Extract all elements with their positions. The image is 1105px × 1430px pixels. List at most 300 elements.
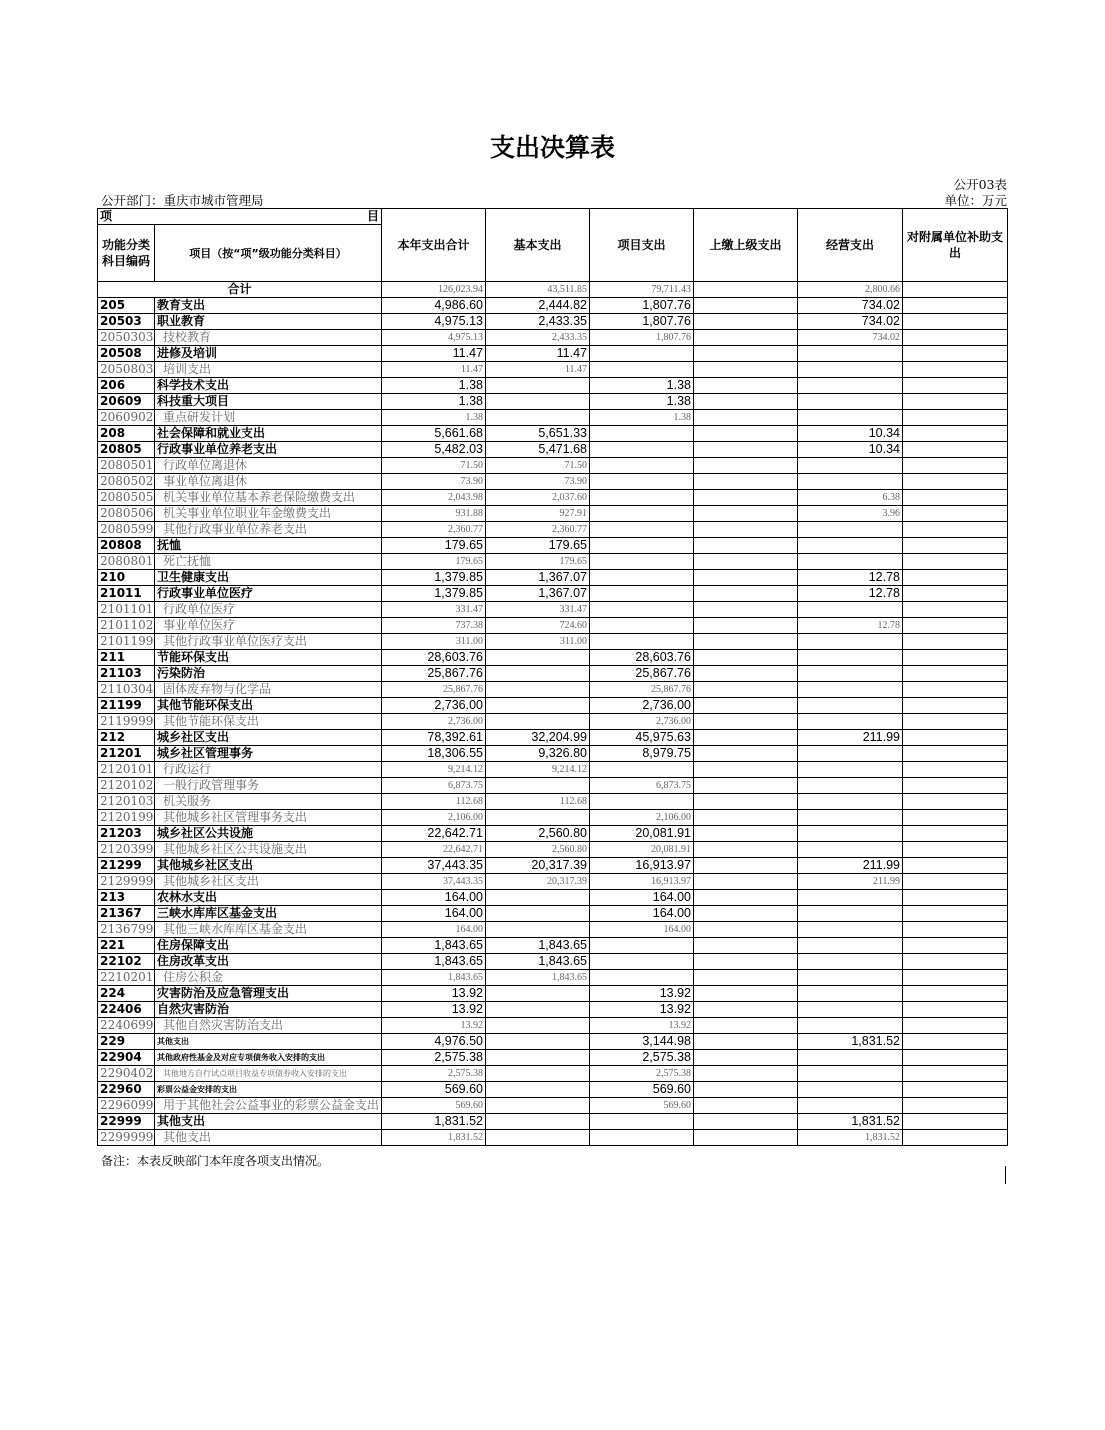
row-total: 22,642.71 bbox=[382, 842, 486, 858]
row-project bbox=[590, 938, 694, 954]
row-project: 569.60 bbox=[590, 1082, 694, 1098]
row-upper bbox=[694, 810, 798, 826]
row-name: 其他自然灾害防治支出 bbox=[155, 1018, 382, 1034]
row-subsidy bbox=[903, 842, 1008, 858]
row-total: 2,106.00 bbox=[382, 810, 486, 826]
row-upper bbox=[694, 362, 798, 378]
row-name: 城乡社区公共设施 bbox=[155, 826, 382, 842]
row-total: 931.88 bbox=[382, 506, 486, 522]
row-code: 20805 bbox=[98, 442, 155, 458]
row-project: 20,081.91 bbox=[590, 826, 694, 842]
row-upper bbox=[694, 1002, 798, 1018]
row-name: 机关服务 bbox=[155, 794, 382, 810]
row-code: 2050303 bbox=[98, 330, 155, 346]
table-row bbox=[98, 1098, 1008, 1114]
row-project bbox=[590, 634, 694, 650]
row-code: 2210201 bbox=[98, 970, 155, 986]
row-code: 212 bbox=[98, 730, 155, 746]
row-project: 2,106.00 bbox=[590, 810, 694, 826]
row-upper bbox=[694, 986, 798, 1002]
row-name: 事业单位离退休 bbox=[155, 474, 382, 490]
row-total: 1,843.65 bbox=[382, 954, 486, 970]
row-project: 3,144.98 bbox=[590, 1034, 694, 1050]
col-header-project: 项目支出 bbox=[590, 209, 694, 282]
row-subsidy bbox=[903, 554, 1008, 570]
row-upper bbox=[694, 826, 798, 842]
row-subsidy bbox=[903, 1034, 1008, 1050]
total-row bbox=[98, 282, 1008, 298]
department-label: 公开部门：重庆市城市管理局 bbox=[101, 193, 264, 208]
row-project bbox=[590, 554, 694, 570]
table-row bbox=[98, 1002, 1008, 1018]
table-row bbox=[98, 394, 1008, 410]
row-subsidy bbox=[903, 602, 1008, 618]
row-business bbox=[798, 986, 903, 1002]
table-row bbox=[98, 634, 1008, 650]
row-basic bbox=[486, 714, 590, 730]
table-row bbox=[98, 650, 1008, 666]
table-row bbox=[98, 410, 1008, 426]
table-row bbox=[98, 506, 1008, 522]
row-business bbox=[798, 346, 903, 362]
table-row bbox=[98, 698, 1008, 714]
row-upper bbox=[694, 762, 798, 778]
row-total: 112.68 bbox=[382, 794, 486, 810]
row-code: 21199 bbox=[98, 698, 155, 714]
row-basic: 927.91 bbox=[486, 506, 590, 522]
row-code: 2129999 bbox=[98, 874, 155, 890]
row-basic bbox=[486, 1018, 590, 1034]
total-total: 126,023.94 bbox=[382, 282, 486, 298]
row-name: 科技重大项目 bbox=[155, 394, 382, 410]
row-total: 2,043.98 bbox=[382, 490, 486, 506]
row-total: 331.47 bbox=[382, 602, 486, 618]
row-project bbox=[590, 970, 694, 986]
row-name: 住房保障支出 bbox=[155, 938, 382, 954]
row-basic bbox=[486, 1098, 590, 1114]
row-name: 社会保障和就业支出 bbox=[155, 426, 382, 442]
table-row bbox=[98, 442, 1008, 458]
row-name: 其他支出 bbox=[155, 1034, 382, 1050]
row-business bbox=[798, 666, 903, 682]
row-upper bbox=[694, 1066, 798, 1082]
row-code: 2120101 bbox=[98, 762, 155, 778]
row-upper bbox=[694, 874, 798, 890]
row-upper bbox=[694, 570, 798, 586]
row-total: 2,736.00 bbox=[382, 698, 486, 714]
row-code: 211 bbox=[98, 650, 155, 666]
row-basic: 1,367.07 bbox=[486, 586, 590, 602]
row-subsidy bbox=[903, 970, 1008, 986]
row-upper bbox=[694, 314, 798, 330]
row-business bbox=[798, 826, 903, 842]
row-basic: 311.00 bbox=[486, 634, 590, 650]
row-name: 培训支出 bbox=[155, 362, 382, 378]
row-business bbox=[798, 1050, 903, 1066]
row-total: 2,360.77 bbox=[382, 522, 486, 538]
row-project bbox=[590, 538, 694, 554]
row-basic bbox=[486, 410, 590, 426]
row-upper bbox=[694, 634, 798, 650]
row-code: 2240699 bbox=[98, 1018, 155, 1034]
row-upper bbox=[694, 442, 798, 458]
row-subsidy bbox=[903, 442, 1008, 458]
table-row bbox=[98, 378, 1008, 394]
row-basic: 1,367.07 bbox=[486, 570, 590, 586]
row-upper bbox=[694, 538, 798, 554]
row-project: 164.00 bbox=[590, 890, 694, 906]
row-business bbox=[798, 362, 903, 378]
row-code: 21299 bbox=[98, 858, 155, 874]
row-subsidy bbox=[903, 346, 1008, 362]
row-code: 210 bbox=[98, 570, 155, 586]
row-project: 28,603.76 bbox=[590, 650, 694, 666]
row-business: 211.99 bbox=[798, 730, 903, 746]
row-basic: 5,651.33 bbox=[486, 426, 590, 442]
row-subsidy bbox=[903, 586, 1008, 602]
row-subsidy bbox=[903, 426, 1008, 442]
row-project bbox=[590, 474, 694, 490]
row-subsidy bbox=[903, 314, 1008, 330]
row-upper bbox=[694, 330, 798, 346]
row-upper bbox=[694, 842, 798, 858]
row-subsidy bbox=[903, 1002, 1008, 1018]
row-name: 其他节能环保支出 bbox=[155, 698, 382, 714]
row-code: 22904 bbox=[98, 1050, 155, 1066]
row-project: 1.38 bbox=[590, 394, 694, 410]
row-code: 2080501 bbox=[98, 458, 155, 474]
row-name: 自然灾害防治 bbox=[155, 1002, 382, 1018]
row-subsidy bbox=[903, 922, 1008, 938]
row-project: 2,575.38 bbox=[590, 1066, 694, 1082]
row-upper bbox=[694, 778, 798, 794]
row-total: 1.38 bbox=[382, 410, 486, 426]
row-code: 2080506 bbox=[98, 506, 155, 522]
row-upper bbox=[694, 554, 798, 570]
row-total: 13.92 bbox=[382, 986, 486, 1002]
row-subsidy bbox=[903, 506, 1008, 522]
row-basic: 2,560.80 bbox=[486, 826, 590, 842]
row-total: 311.00 bbox=[382, 634, 486, 650]
row-upper bbox=[694, 506, 798, 522]
row-basic bbox=[486, 1002, 590, 1018]
col-header-upper: 上缴上级支出 bbox=[694, 209, 798, 282]
row-basic bbox=[486, 682, 590, 698]
row-subsidy bbox=[903, 298, 1008, 314]
row-subsidy bbox=[903, 1082, 1008, 1098]
row-business bbox=[798, 394, 903, 410]
row-total: 78,392.61 bbox=[382, 730, 486, 746]
row-total: 73.90 bbox=[382, 474, 486, 490]
row-name: 机关事业单位职业年金缴费支出 bbox=[155, 506, 382, 522]
row-subsidy bbox=[903, 858, 1008, 874]
table-row bbox=[98, 954, 1008, 970]
row-upper bbox=[694, 474, 798, 490]
row-name: 用于其他社会公益事业的彩票公益金支出 bbox=[155, 1098, 382, 1114]
row-project: 20,081.91 bbox=[590, 842, 694, 858]
total-project: 79,711.43 bbox=[590, 282, 694, 298]
total-label: 合计 bbox=[98, 282, 382, 298]
row-project: 13.92 bbox=[590, 1018, 694, 1034]
row-total: 737.38 bbox=[382, 618, 486, 634]
row-code: 2120102 bbox=[98, 778, 155, 794]
row-business: 734.02 bbox=[798, 298, 903, 314]
row-name: 进修及培训 bbox=[155, 346, 382, 362]
row-name: 其他城乡社区管理事务支出 bbox=[155, 810, 382, 826]
row-code: 2101102 bbox=[98, 618, 155, 634]
row-code: 205 bbox=[98, 298, 155, 314]
row-business bbox=[798, 650, 903, 666]
row-subsidy bbox=[903, 874, 1008, 890]
row-subsidy bbox=[903, 682, 1008, 698]
table-row bbox=[98, 298, 1008, 314]
row-basic: 5,471.68 bbox=[486, 442, 590, 458]
table-row bbox=[98, 986, 1008, 1002]
row-business bbox=[798, 842, 903, 858]
row-total: 1,379.85 bbox=[382, 570, 486, 586]
row-project: 16,913.97 bbox=[590, 858, 694, 874]
row-name: 事业单位医疗 bbox=[155, 618, 382, 634]
table-row bbox=[98, 1066, 1008, 1082]
row-business bbox=[798, 634, 903, 650]
col-header-subsidy: 对附属单位补助支出 bbox=[903, 209, 1008, 282]
row-subsidy bbox=[903, 362, 1008, 378]
row-basic: 20,317.39 bbox=[486, 874, 590, 890]
row-name: 职业教育 bbox=[155, 314, 382, 330]
row-business bbox=[798, 698, 903, 714]
row-business bbox=[798, 778, 903, 794]
row-code: 2080502 bbox=[98, 474, 155, 490]
table-row bbox=[98, 602, 1008, 618]
row-business: 12.78 bbox=[798, 570, 903, 586]
row-subsidy bbox=[903, 986, 1008, 1002]
name-header: 项目（按“项”级功能分类科目） bbox=[155, 225, 382, 282]
row-total: 2,575.38 bbox=[382, 1050, 486, 1066]
row-name: 彩票公益金安排的支出 bbox=[155, 1082, 382, 1098]
row-upper bbox=[694, 698, 798, 714]
row-basic: 9,326.80 bbox=[486, 746, 590, 762]
row-business bbox=[798, 794, 903, 810]
row-name: 教育支出 bbox=[155, 298, 382, 314]
row-upper bbox=[694, 1130, 798, 1146]
row-code: 206 bbox=[98, 378, 155, 394]
row-project bbox=[590, 442, 694, 458]
row-project: 2,575.38 bbox=[590, 1050, 694, 1066]
col-header-total: 本年支出合计 bbox=[382, 209, 486, 282]
row-total: 179.65 bbox=[382, 538, 486, 554]
row-name: 其他城乡社区支出 bbox=[155, 874, 382, 890]
row-code: 2050803 bbox=[98, 362, 155, 378]
row-project bbox=[590, 346, 694, 362]
table-row bbox=[98, 570, 1008, 586]
row-project bbox=[590, 506, 694, 522]
row-business: 734.02 bbox=[798, 314, 903, 330]
row-subsidy bbox=[903, 394, 1008, 410]
row-business bbox=[798, 1066, 903, 1082]
row-business bbox=[798, 890, 903, 906]
row-basic bbox=[486, 986, 590, 1002]
row-project bbox=[590, 1130, 694, 1146]
code-header: 功能分类科目编码 bbox=[98, 225, 155, 282]
row-name: 其他政府性基金及对应专项债务收入安排的支出 bbox=[155, 1050, 382, 1066]
row-name: 技校教育 bbox=[155, 330, 382, 346]
row-total: 9,214.12 bbox=[382, 762, 486, 778]
table-row bbox=[98, 810, 1008, 826]
row-subsidy bbox=[903, 826, 1008, 842]
row-business: 3.96 bbox=[798, 506, 903, 522]
row-upper bbox=[694, 746, 798, 762]
row-upper bbox=[694, 394, 798, 410]
row-basic: 9,214.12 bbox=[486, 762, 590, 778]
row-project bbox=[590, 490, 694, 506]
row-upper bbox=[694, 922, 798, 938]
row-business: 734.02 bbox=[798, 330, 903, 346]
row-upper bbox=[694, 858, 798, 874]
row-project bbox=[590, 586, 694, 602]
row-basic: 2,433.35 bbox=[486, 330, 590, 346]
row-subsidy bbox=[903, 746, 1008, 762]
row-business bbox=[798, 906, 903, 922]
row-name: 节能环保支出 bbox=[155, 650, 382, 666]
row-total: 6,873.75 bbox=[382, 778, 486, 794]
table-row bbox=[98, 1114, 1008, 1130]
table-row bbox=[98, 538, 1008, 554]
row-name: 其他行政事业单位养老支出 bbox=[155, 522, 382, 538]
row-project bbox=[590, 458, 694, 474]
row-project: 25,867.76 bbox=[590, 666, 694, 682]
row-subsidy bbox=[903, 778, 1008, 794]
row-business bbox=[798, 378, 903, 394]
row-basic bbox=[486, 1114, 590, 1130]
row-code: 2120103 bbox=[98, 794, 155, 810]
item-header-left: 项 bbox=[100, 209, 113, 223]
row-total: 25,867.76 bbox=[382, 682, 486, 698]
row-total: 164.00 bbox=[382, 890, 486, 906]
table-row bbox=[98, 458, 1008, 474]
row-subsidy bbox=[903, 618, 1008, 634]
row-name: 污染防治 bbox=[155, 666, 382, 682]
row-basic bbox=[486, 890, 590, 906]
row-total: 1,843.65 bbox=[382, 970, 486, 986]
row-basic: 32,204.99 bbox=[486, 730, 590, 746]
row-code: 20503 bbox=[98, 314, 155, 330]
row-project bbox=[590, 954, 694, 970]
row-business bbox=[798, 1098, 903, 1114]
row-name: 科学技术支出 bbox=[155, 378, 382, 394]
row-name: 其他城乡社区支出 bbox=[155, 858, 382, 874]
row-basic bbox=[486, 1034, 590, 1050]
row-subsidy bbox=[903, 410, 1008, 426]
row-business bbox=[798, 970, 903, 986]
table-row bbox=[98, 426, 1008, 442]
row-name: 城乡社区支出 bbox=[155, 730, 382, 746]
row-basic bbox=[486, 1050, 590, 1066]
row-subsidy bbox=[903, 538, 1008, 554]
row-business bbox=[798, 522, 903, 538]
row-project: 1.38 bbox=[590, 410, 694, 426]
row-total: 5,482.03 bbox=[382, 442, 486, 458]
row-subsidy bbox=[903, 330, 1008, 346]
row-upper bbox=[694, 298, 798, 314]
row-project bbox=[590, 522, 694, 538]
row-project: 45,975.63 bbox=[590, 730, 694, 746]
row-upper bbox=[694, 906, 798, 922]
row-business bbox=[798, 922, 903, 938]
row-business: 1,831.52 bbox=[798, 1034, 903, 1050]
row-subsidy bbox=[903, 522, 1008, 538]
row-subsidy bbox=[903, 490, 1008, 506]
row-project bbox=[590, 1114, 694, 1130]
row-code: 2296099 bbox=[98, 1098, 155, 1114]
row-name: 行政运行 bbox=[155, 762, 382, 778]
row-upper bbox=[694, 1114, 798, 1130]
row-business bbox=[798, 602, 903, 618]
row-code: 21011 bbox=[98, 586, 155, 602]
row-name: 其他支出 bbox=[155, 1130, 382, 1146]
row-upper bbox=[694, 378, 798, 394]
row-business bbox=[798, 762, 903, 778]
table-row bbox=[98, 778, 1008, 794]
table-row bbox=[98, 762, 1008, 778]
row-total: 71.50 bbox=[382, 458, 486, 474]
row-business: 211.99 bbox=[798, 874, 903, 890]
row-subsidy bbox=[903, 762, 1008, 778]
row-project: 25,867.76 bbox=[590, 682, 694, 698]
row-code: 2101199 bbox=[98, 634, 155, 650]
row-upper bbox=[694, 1018, 798, 1034]
row-basic: 179.65 bbox=[486, 554, 590, 570]
row-project bbox=[590, 762, 694, 778]
row-total: 179.65 bbox=[382, 554, 486, 570]
row-upper bbox=[694, 650, 798, 666]
row-total: 28,603.76 bbox=[382, 650, 486, 666]
row-project bbox=[590, 794, 694, 810]
row-name: 行政单位医疗 bbox=[155, 602, 382, 618]
row-project: 13.92 bbox=[590, 986, 694, 1002]
row-subsidy bbox=[903, 1130, 1008, 1146]
row-basic: 724.60 bbox=[486, 618, 590, 634]
row-code: 22406 bbox=[98, 1002, 155, 1018]
row-business bbox=[798, 1002, 903, 1018]
row-upper bbox=[694, 714, 798, 730]
row-code: 208 bbox=[98, 426, 155, 442]
table-row bbox=[98, 938, 1008, 954]
row-name: 卫生健康支出 bbox=[155, 570, 382, 586]
row-basic: 1,843.65 bbox=[486, 954, 590, 970]
total-basic: 43,511.85 bbox=[486, 282, 590, 298]
row-name: 固体废弃物与化学品 bbox=[155, 682, 382, 698]
row-business bbox=[798, 458, 903, 474]
row-name: 其他城乡社区公共设施支出 bbox=[155, 842, 382, 858]
row-business bbox=[798, 1082, 903, 1098]
row-basic: 2,360.77 bbox=[486, 522, 590, 538]
form-number: 公开03表 bbox=[953, 177, 1007, 192]
row-subsidy bbox=[903, 794, 1008, 810]
table-row bbox=[98, 586, 1008, 602]
row-business: 12.78 bbox=[798, 618, 903, 634]
row-business: 10.34 bbox=[798, 442, 903, 458]
row-upper bbox=[694, 794, 798, 810]
row-code: 2120199 bbox=[98, 810, 155, 826]
row-code: 2101101 bbox=[98, 602, 155, 618]
table-row bbox=[98, 666, 1008, 682]
row-code: 229 bbox=[98, 1034, 155, 1050]
row-basic bbox=[486, 1130, 590, 1146]
row-project: 1,807.76 bbox=[590, 298, 694, 314]
row-total: 5,661.68 bbox=[382, 426, 486, 442]
row-code: 213 bbox=[98, 890, 155, 906]
item-header bbox=[98, 209, 382, 225]
